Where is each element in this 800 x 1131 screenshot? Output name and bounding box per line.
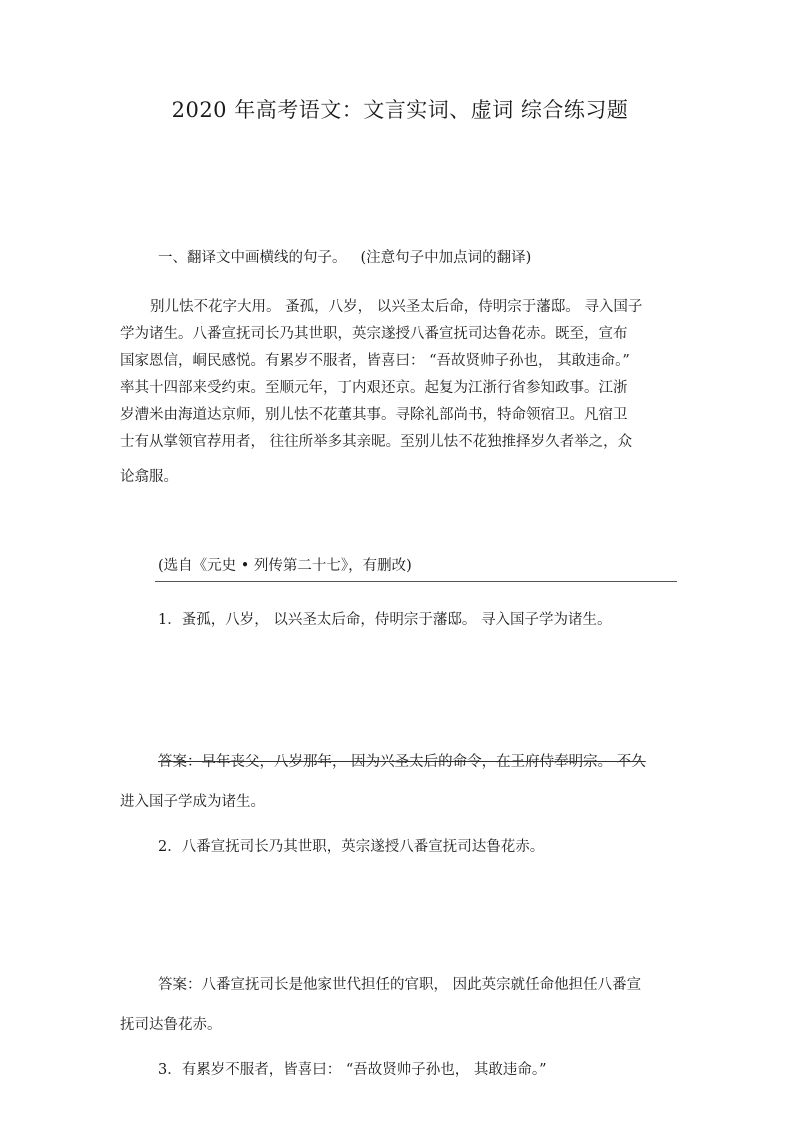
passage-line: 国家恩信，峒民感悦。有累岁不服者，皆喜曰： “吾故贤帅子孙也， 其敢违命。” xyxy=(120,353,630,369)
passage-line: 岁漕米由海道达京师，别儿怯不花董其事。寻除礼部尚书，特命领宿卫。凡宿卫 xyxy=(120,407,628,423)
answer-2-line-1: 答案：八番宣抚司长是他家世代担任的官职， 因此英宗就任命他担任八番宣 xyxy=(158,977,642,993)
question-1: 1．蚤孤，八岁， 以兴圣太后命，侍明宗于藩邸。 寻入国子学为诸生。 xyxy=(158,612,612,628)
passage-line: 论翕服。 xyxy=(120,469,178,485)
passage-line: 别儿怯不花字大用。 蚤孤，八岁， 以兴圣太后命，侍明宗于藩邸。 寻入国子 xyxy=(150,299,643,315)
section-heading-note: (注意句子中加点词的翻译) xyxy=(360,250,532,266)
passage-line: 学为诸生。八番宣抚司长乃其世职，英宗遂授八番宣抚司达鲁花赤。既至，宣布 xyxy=(120,326,628,342)
answer-1-line-1: 答案：早年丧父，八岁那年， 因为兴圣太后的命令，在王府侍奉明宗。 不久 xyxy=(158,754,646,770)
answer-2-line-2: 抚司达鲁花赤。 xyxy=(120,1017,222,1033)
question-3: 3．有累岁不服者，皆喜曰： “吾故贤帅子孙也， 其敢违命。” xyxy=(158,1062,547,1078)
passage xyxy=(120,294,698,491)
section-heading xyxy=(158,246,531,267)
page-title: 2020 年高考语文：文言实词、虚词 综合练习题 xyxy=(171,98,629,122)
passage-line: 士有从掌领官荐用者， 往往所举多其亲昵。至别儿怯不花独推择岁久者举之，众 xyxy=(120,434,633,450)
answer-2 xyxy=(120,965,698,1045)
answer-1-line-2: 进入国子学成为诸生。 xyxy=(120,794,265,810)
question-2: 2．八番宣抚司长乃其世职，英宗遂授八番宣抚司达鲁花赤。 xyxy=(158,839,545,855)
section-heading-text: 一、翻译文中画横线的句子。 xyxy=(158,250,347,266)
divider xyxy=(155,581,677,582)
answer-1 xyxy=(120,742,698,822)
source-citation: (选自《元史 • 列传第二十七》，有删改) xyxy=(158,558,412,574)
passage-line: 率其十四部来受约束。至顺元年，丁内艰还京。起复为江浙行省参知政事。江浙 xyxy=(120,380,628,396)
